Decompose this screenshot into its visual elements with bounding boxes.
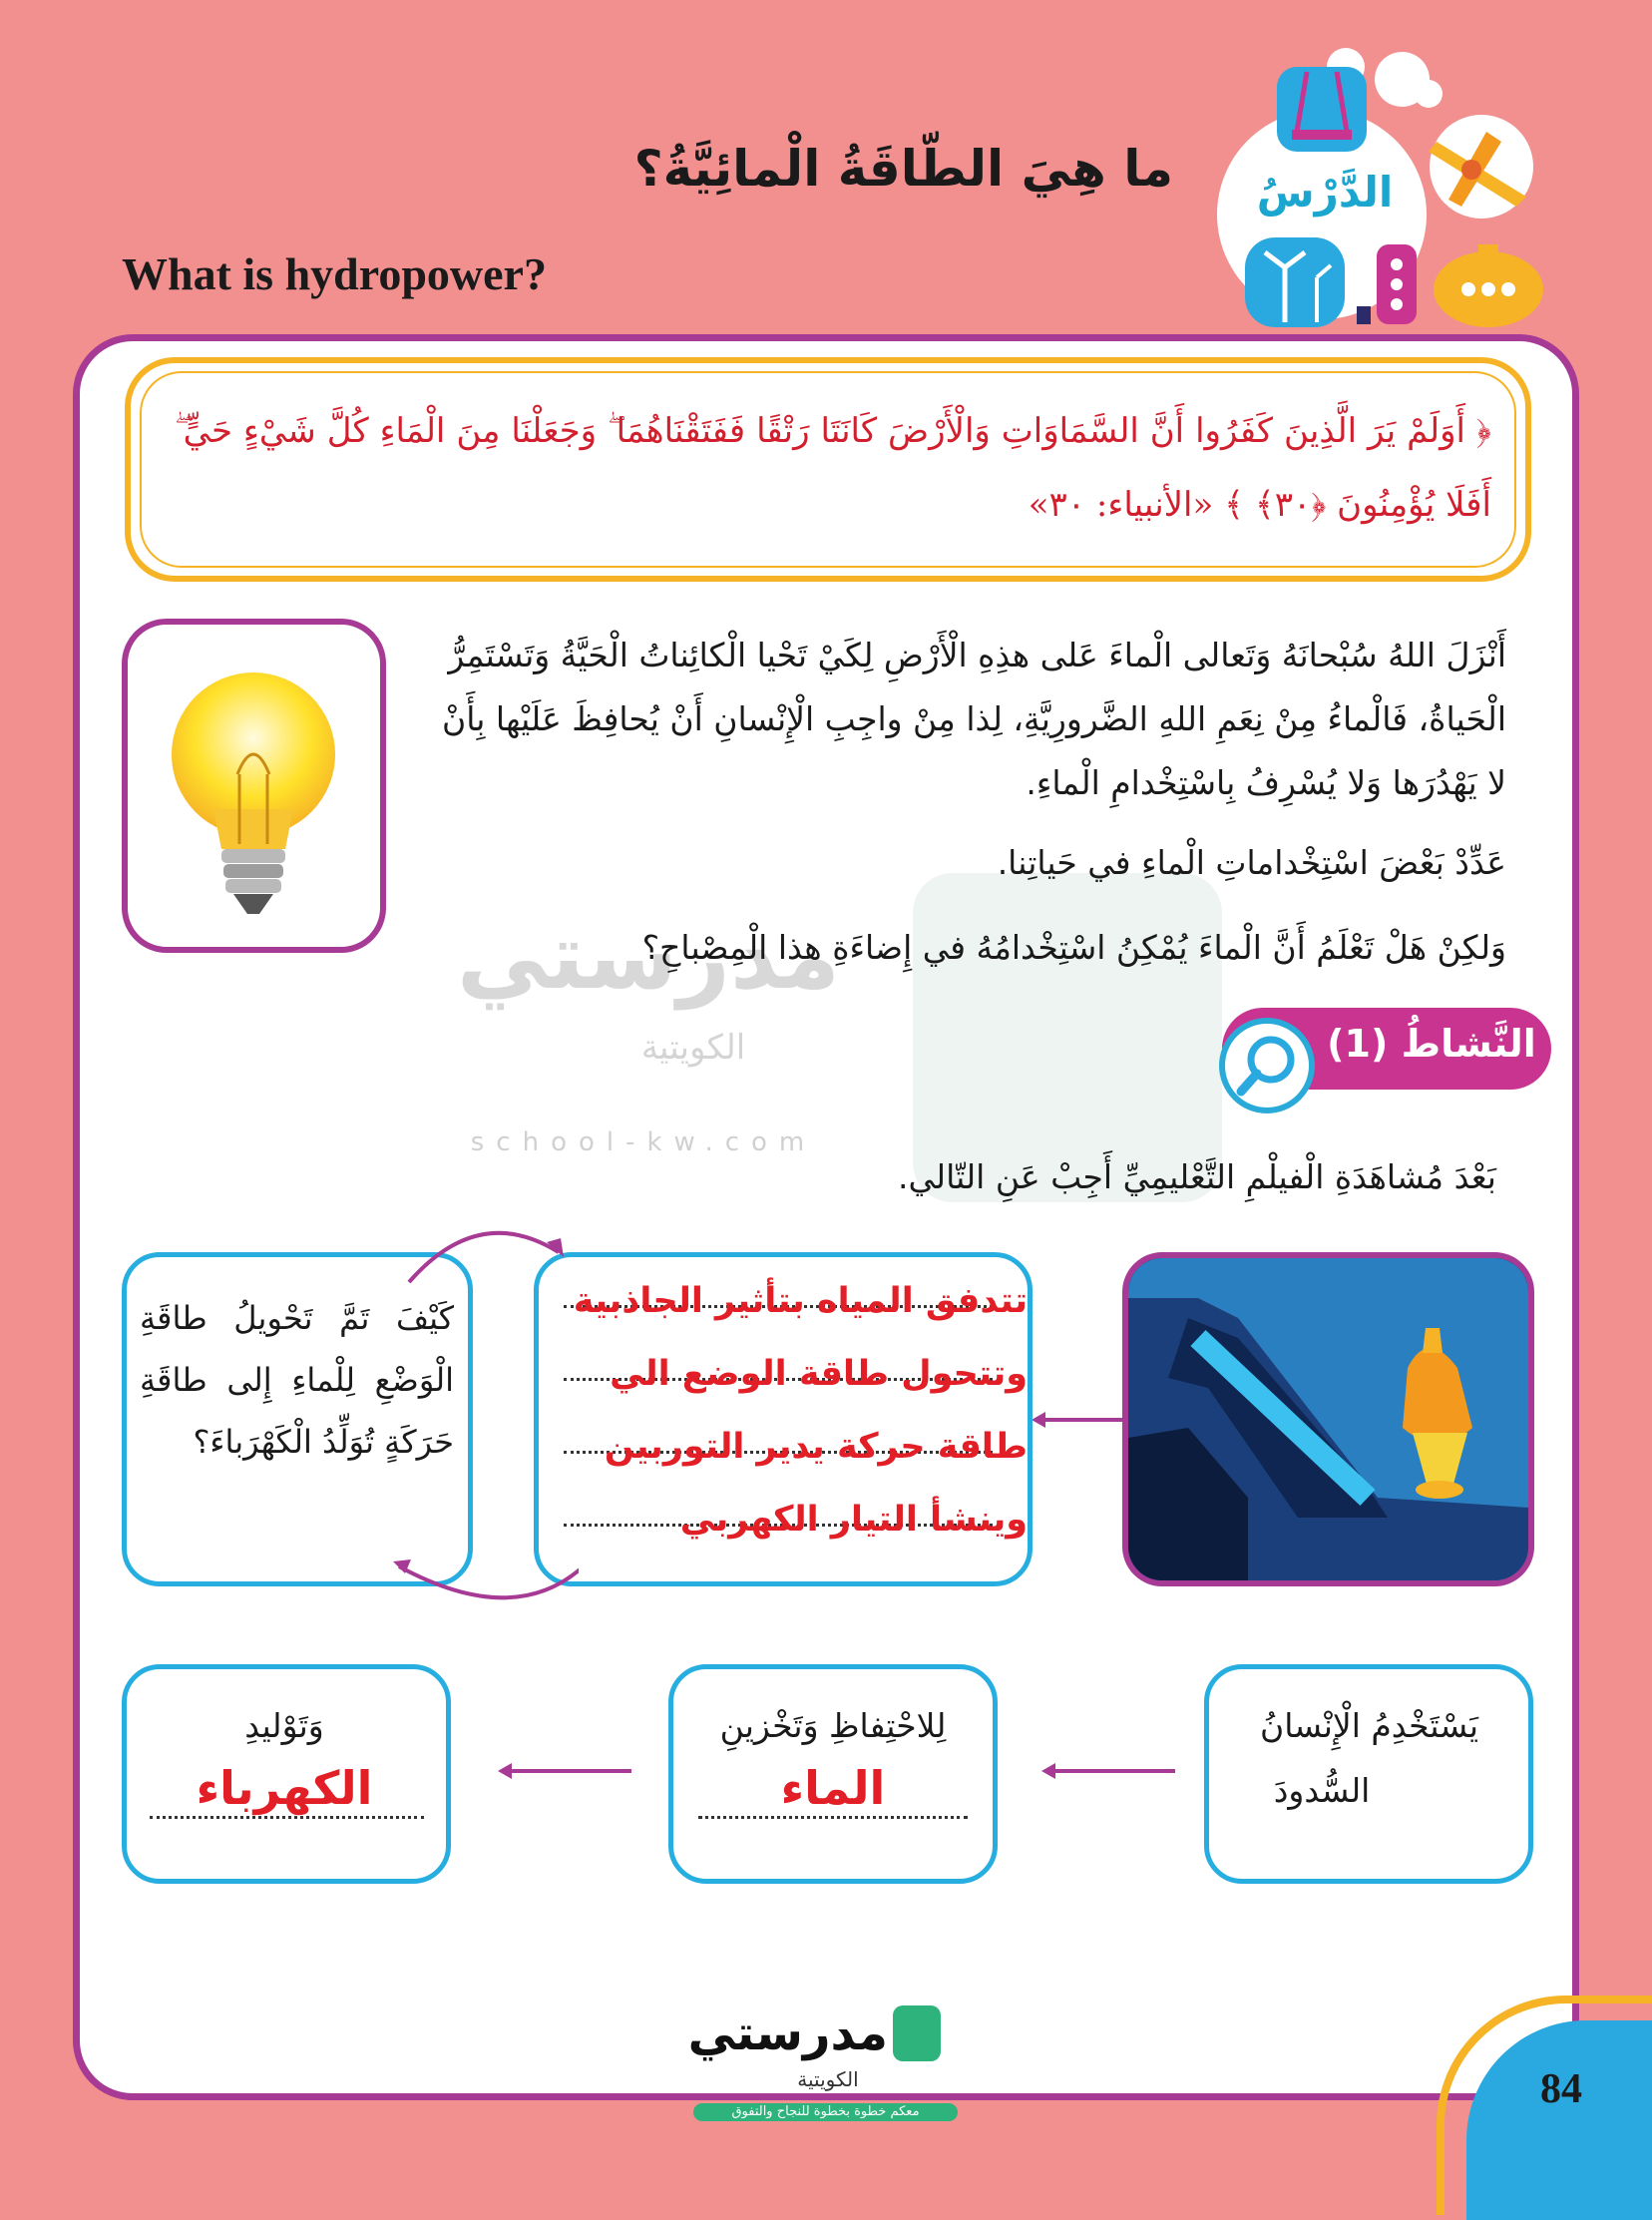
- arrow-right-to-left: [1037, 1756, 1177, 1786]
- handwritten-answer: [539, 1265, 1028, 1556]
- footer-tagline: معكم خطوة بخطوة للنجاح والتفوق: [731, 2104, 920, 2119]
- footer-logo-sub: الكويتية: [797, 2067, 859, 2091]
- question-bulb: وَلكِنْ هَلْ تَعْلَمُ أَنَّ الْماءَ يُمْكِنُ اسْتِخْدامُهُ في إِضاءَةِ هذا الْمِصْباحِ؟: [641, 928, 1506, 967]
- wind-turbine-icon: [1245, 237, 1345, 327]
- light-bulb-icon: [128, 625, 380, 947]
- box2-answer: الماء: [780, 1761, 886, 1815]
- page-title-english: What is hydropower?: [122, 248, 547, 299]
- answer-line: [150, 1816, 424, 1819]
- airplane-icon: [1417, 112, 1546, 222]
- page-number: 84: [1540, 2066, 1582, 2112]
- box3-answer: الكهرباء: [196, 1761, 373, 1815]
- footer-logo-icon: [893, 2005, 941, 2061]
- quran-verse: ﴿ أَوَلَمْ يَرَ الَّذِينَ كَفَرُوا أَنَّ السَّمَاوَاتِ وَالْأَرْضَ كَانَتَا رَتْقًا فَفَتَقْنَاهُمَا ۖ وَجَعَلْنَا مِنَ الْمَاءِ كُلَّ شَيْءٍ حَيٍّ ۖ أَفَلَا يُؤْمِنُونَ ﴿٣٠﴾ ﴾ «الأنبياء: ٣٠»: [175, 411, 1491, 525]
- answer-line-3: طاقة حركة يدير التوربين: [604, 1427, 1028, 1467]
- answer-line-4: وينشأ التيار الكهربي: [679, 1500, 1028, 1540]
- plug-icon: [1352, 244, 1422, 329]
- answer-line-2: وتتحول طاقة الوضع الي: [610, 1354, 1028, 1394]
- magnifier-badge: [1219, 1018, 1315, 1113]
- answer-line-1: تتدفق المياه بتأثير الجاذبية: [573, 1281, 1028, 1321]
- activity-label: النَّشاطُ (1): [1327, 1022, 1536, 1066]
- watermark-logo-shape: [913, 873, 1222, 1202]
- box1-line1: يَسْتَخْدِمُ الْإِنْسانُ: [1259, 1706, 1479, 1745]
- question-water-uses: عَدِّدْ بَعْضَ اسْتِخْداماتِ الْماءِ في حَياتِنا.: [997, 843, 1506, 882]
- bulb-picture-frame: [122, 619, 386, 953]
- activity-instruction: بَعْدَ مُشاهَدَةِ الْفيلْمِ التَّعْليمِيِّ أَجِبْ عَنِ التّالي.: [898, 1157, 1496, 1196]
- page-title: ما هِيَ الطّاقَةُ الْمائِيَّةُ؟: [633, 140, 1173, 198]
- box2-label: لِلاحْتِفاظِ وَتَخْزينِ: [719, 1706, 947, 1745]
- box1-line2: السُّدودَ: [1273, 1771, 1371, 1810]
- curved-arrows: [379, 1222, 579, 1621]
- footer-logo: مدرستي: [687, 2005, 888, 2061]
- answer-line: [698, 1816, 968, 1819]
- dam-picture-frame: [1122, 1252, 1534, 1586]
- box3-label: وَتَوْليدِ: [244, 1706, 324, 1745]
- arrow-right-to-left: [494, 1756, 633, 1786]
- magnifier-icon: [1225, 1024, 1309, 1108]
- arrow-dam-to-answer: [1028, 1402, 1127, 1442]
- watermark-url: school-kw.com: [470, 1127, 817, 1157]
- swing-icon: [1272, 62, 1372, 157]
- intro-paragraph: أَنْزَلَ اللهُ سُبْحانَهُ وَتَعالى الْماءَ عَلى هذِهِ الْأَرْضِ لِكَيْ تَحْيا الْكائِناتُ الْحَيَّةُ وَتَسْتَمِرُّ الْحَياةُ، فَالْماءُ مِنْ نِعَمِ اللهِ الضَّرورِيَّةِ، لِذا مِنْ واجِبِ الْإِنْسانِ أَنْ يُحافِظَ عَلَيْها بِأَنْ لا يَهْدُرَها وَلا يُسْرِفُ بِاسْتِخْدامِ الْماءِ.: [441, 636, 1506, 802]
- question-conversion: كَيْفَ تَمَّ تَحْويلُ طاقَةِ الْوَضْعِ لِلْماءِ إِلى طاقَةِ حَرَكَةٍ تُوَلِّدُ الْكَهْرَباءَ؟: [140, 1299, 454, 1461]
- watermark-sub: الكويتية: [640, 1028, 746, 1068]
- submarine-icon: [1429, 234, 1548, 329]
- lesson-badge-label: الدَّرْسُ: [1256, 168, 1394, 217]
- decor-dot: [1415, 80, 1443, 108]
- watermark-word: مدرستي: [456, 903, 841, 1010]
- dam-turbine-illustration: [1128, 1258, 1528, 1580]
